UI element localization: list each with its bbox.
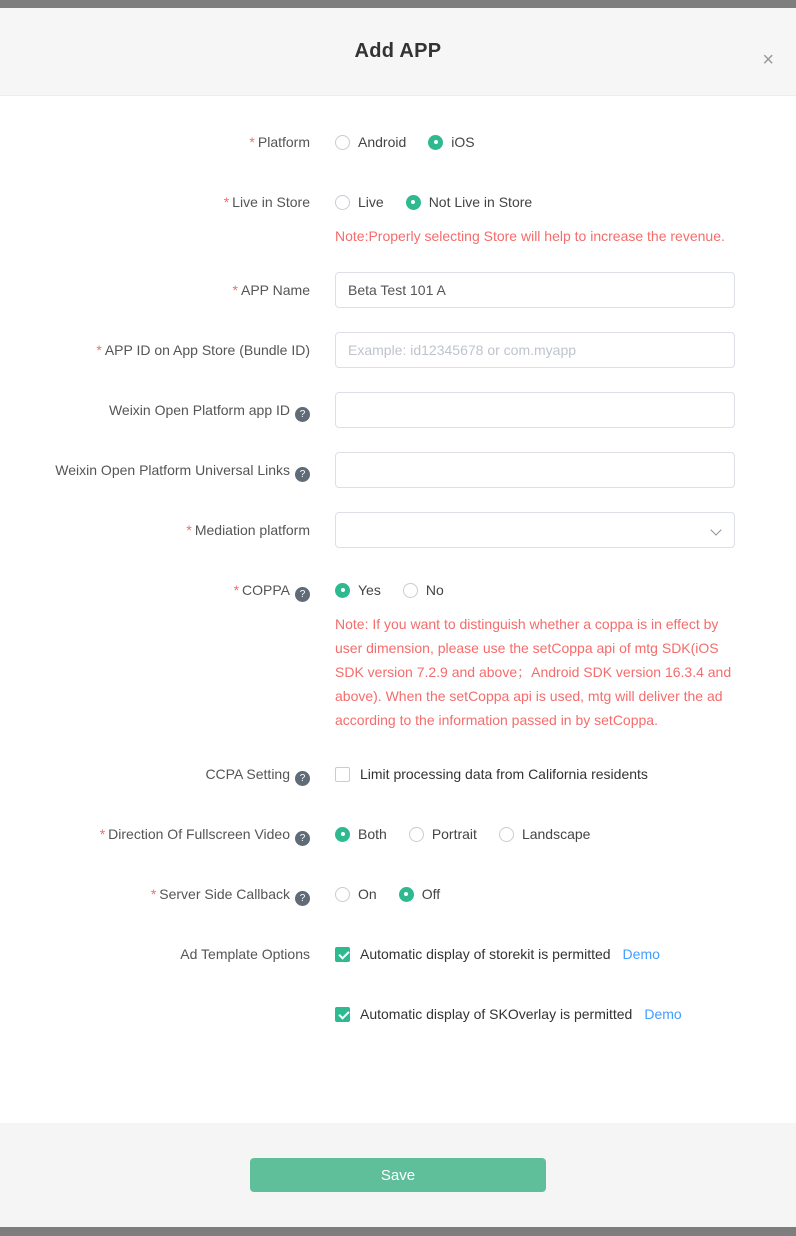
storekit-checkbox-label: Automatic display of storekit is permitted — [360, 946, 611, 962]
save-button[interactable]: Save — [250, 1158, 546, 1192]
platform-label: * Platform — [249, 134, 310, 150]
radio-unchecked-icon — [335, 887, 350, 902]
weixin-app-id-label: Weixin Open Platform app ID ? — [0, 392, 310, 428]
checkbox-checked-icon — [335, 947, 350, 962]
required-asterisk: * — [96, 342, 102, 358]
radio-live[interactable] — [335, 194, 384, 210]
radio-android[interactable] — [335, 134, 406, 150]
ad-template-label: Ad Template Options — [180, 946, 310, 962]
radio-live-label: Live — [358, 194, 384, 210]
radio-on-label: On — [358, 886, 377, 902]
weixin-universal-links-row — [0, 452, 796, 488]
coppa-note: Note: If you want to distinguish whether a coppa is in effect by user dimension, please use the setCoppa api of mtg SDK(iOS SDK version 7.2.9 and above；Android SDK version 16.3.4 and above). When the setCoppa api is used, mtg will deliver the ad according to the information passed in by setCoppa. — [335, 616, 732, 728]
radio-unchecked-icon — [409, 827, 424, 842]
required-asterisk: * — [233, 582, 240, 598]
storekit-demo-link[interactable]: Demo — [622, 946, 660, 962]
app-id-input[interactable] — [335, 332, 735, 368]
weixin-universal-links-input[interactable] — [335, 452, 735, 488]
platform-row — [0, 124, 796, 160]
modal-header — [0, 8, 796, 96]
weixin-app-id-row — [0, 392, 796, 428]
radio-portrait-label: Portrait — [431, 826, 477, 842]
ccpa-checkbox[interactable] — [335, 766, 648, 782]
radio-checked-icon — [428, 135, 443, 150]
server-callback-row — [0, 876, 796, 912]
mediation-platform-select[interactable] — [335, 512, 735, 548]
weixin-app-id-input[interactable] — [335, 392, 735, 428]
mediation-platform-label: * Mediation platform — [186, 522, 310, 538]
ad-template-skoverlay-row — [0, 996, 796, 1032]
radio-off-label: Off — [421, 886, 441, 902]
modal-body — [0, 96, 796, 1123]
radio-unchecked-icon — [335, 195, 350, 210]
close-icon[interactable]: × — [762, 49, 774, 71]
radio-ios-label: iOS — [451, 134, 475, 150]
ad-template-storekit-row — [0, 936, 796, 972]
required-asterisk: * — [150, 886, 157, 902]
live-in-store-label: * Live in Store — [223, 194, 310, 210]
skoverlay-checkbox-label: Automatic display of SKOverlay is permitted — [360, 1006, 633, 1022]
radio-coppa-no-label: No — [425, 582, 444, 598]
radio-direction-both[interactable] — [335, 826, 387, 842]
required-asterisk: * — [249, 134, 255, 150]
modal-title: Add APP — [354, 40, 442, 62]
help-icon[interactable]: ? — [295, 407, 310, 422]
app-name-row — [0, 272, 796, 308]
help-icon[interactable]: ? — [295, 771, 310, 786]
radio-android-label: Android — [358, 134, 407, 150]
radio-coppa-no[interactable] — [403, 582, 444, 598]
radio-coppa-yes-label: Yes — [358, 582, 381, 598]
coppa-label: * COPPA ? — [0, 572, 310, 608]
radio-ios[interactable] — [428, 134, 474, 150]
radio-direction-portrait[interactable] — [409, 826, 477, 842]
radio-checked-icon — [335, 827, 350, 842]
app-id-row — [0, 332, 796, 368]
radio-unchecked-icon — [335, 135, 350, 150]
app-name-label: * APP Name — [232, 282, 310, 298]
page-background-bottom — [0, 1227, 796, 1236]
radio-both-label: Both — [358, 826, 387, 842]
skoverlay-demo-link[interactable]: Demo — [644, 1006, 682, 1022]
radio-landscape-label: Landscape — [521, 826, 591, 842]
required-asterisk: * — [223, 194, 230, 210]
checkbox-checked-icon — [335, 1007, 350, 1022]
radio-not-live-label: Not Live in Store — [428, 194, 533, 210]
help-icon[interactable]: ? — [295, 587, 310, 602]
radio-direction-landscape[interactable] — [499, 826, 591, 842]
ccpa-checkbox-label: Limit processing data from California residents — [360, 766, 648, 782]
live-in-store-row — [0, 184, 796, 248]
server-callback-label: * Server Side Callback ? — [0, 876, 310, 912]
modal-footer — [0, 1123, 796, 1227]
required-asterisk: * — [186, 522, 192, 538]
radio-unchecked-icon — [499, 827, 514, 842]
mediation-platform-row — [0, 512, 796, 548]
ccpa-label: CCPA Setting ? — [0, 756, 310, 792]
direction-row — [0, 816, 796, 852]
radio-callback-off[interactable] — [399, 886, 440, 902]
radio-checked-icon — [335, 583, 350, 598]
radio-checked-icon — [406, 195, 421, 210]
checkbox-unchecked-icon — [335, 767, 350, 782]
required-asterisk: * — [99, 826, 106, 842]
coppa-row — [0, 572, 796, 732]
ccpa-row — [0, 756, 796, 792]
app-name-input[interactable] — [335, 272, 735, 308]
storekit-checkbox[interactable] — [335, 946, 611, 962]
radio-checked-icon — [399, 887, 414, 902]
help-icon[interactable]: ? — [295, 891, 310, 906]
radio-not-live[interactable] — [406, 194, 533, 210]
help-icon[interactable]: ? — [295, 831, 310, 846]
direction-label: * Direction Of Fullscreen Video ? — [0, 816, 310, 852]
app-id-label: * APP ID on App Store (Bundle ID) — [96, 342, 310, 358]
skoverlay-checkbox[interactable] — [335, 1006, 632, 1022]
live-store-note: Note:Properly selecting Store will help to increase the revenue. — [335, 228, 725, 244]
chevron-down-icon — [710, 524, 721, 535]
radio-unchecked-icon — [403, 583, 418, 598]
radio-coppa-yes[interactable] — [335, 582, 381, 598]
help-icon[interactable]: ? — [295, 467, 310, 482]
required-asterisk: * — [232, 282, 238, 298]
radio-callback-on[interactable] — [335, 886, 377, 902]
page-background-top — [0, 0, 796, 8]
weixin-universal-links-label: Weixin Open Platform Universal Links ? — [0, 452, 310, 488]
